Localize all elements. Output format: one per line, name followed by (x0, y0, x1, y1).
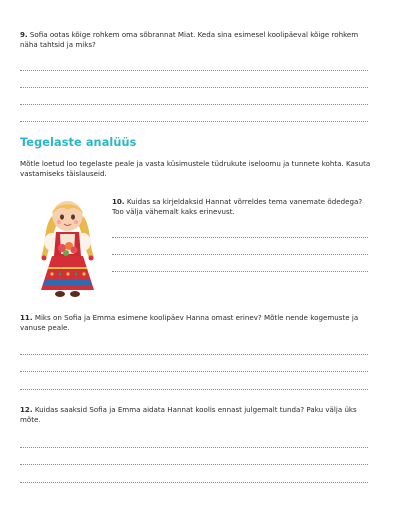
question-9 (20, 30, 370, 51)
answer-line[interactable] (20, 389, 368, 390)
answer-line[interactable] (20, 70, 368, 71)
answer-line[interactable] (20, 447, 368, 448)
question-9-text: Sofia ootas kõige rohkem oma sõbrannat Miat. Keda sina esimesel koolipäeval kõige rohkem näha tahtsid ja miks? (20, 30, 359, 50)
answer-line[interactable] (20, 464, 368, 465)
answer-line[interactable] (20, 104, 368, 105)
answer-line[interactable] (20, 87, 368, 88)
girl-in-folk-dress-illustration (30, 196, 105, 301)
question-10 (112, 197, 374, 218)
question-10-text: Kuidas sa kirjeldaksid Hannat võrreldes tema vanemate õdedega? Too välja vähemalt kaks erinevust. (112, 197, 363, 217)
section-title: Tegelaste analüüs (20, 136, 137, 149)
answer-line[interactable] (112, 271, 368, 272)
answer-line[interactable] (112, 237, 368, 238)
section-intro: Mõtle loetud loo tegelaste peale ja vasta küsimustele tüdrukute iseloomu ja tunnete kohta. Kasuta vastamiseks täislauseid. (20, 159, 371, 179)
answer-line[interactable] (20, 121, 368, 122)
answer-line[interactable] (20, 482, 368, 483)
question-12-number: 12. (20, 405, 33, 414)
answer-line[interactable] (20, 354, 368, 355)
question-12 (20, 405, 372, 426)
question-12-text: Kuidas saaksid Sofia ja Emma aidata Hannat koolis ennast julgemalt tunda? Paku välja üks mõte. (20, 405, 357, 425)
question-11 (20, 313, 372, 334)
answer-line[interactable] (112, 254, 368, 255)
question-11-text: Miks on Sofia ja Emma esimene koolipäev Hanna omast erinev? Mõtle nende kogemuste ja vanuse peale. (20, 313, 359, 333)
question-9-number: 9. (20, 30, 28, 39)
question-11-number: 11. (20, 313, 33, 322)
question-10-number: 10. (112, 197, 125, 206)
answer-line[interactable] (20, 371, 368, 372)
